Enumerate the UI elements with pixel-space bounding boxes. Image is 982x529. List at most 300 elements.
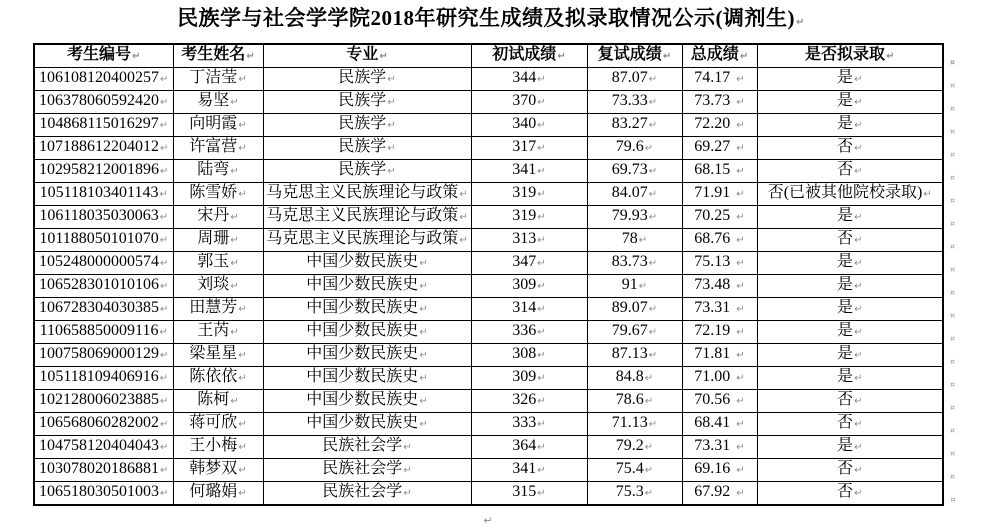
initial-score-value: 309 [512, 368, 537, 385]
retest-score-value: 91 [621, 276, 638, 293]
row-end-mark: ¤ [949, 57, 956, 67]
cell-initial-score [471, 367, 587, 390]
total-score-value: 73.48 [694, 276, 731, 293]
cell-major [263, 413, 471, 436]
admitted-value: 是 [837, 69, 854, 86]
cell-name [173, 183, 263, 206]
pilcrow-mark: ↵ [854, 442, 863, 453]
cell-major [263, 137, 471, 160]
pilcrow-mark: ↵ [483, 514, 493, 527]
cell-initial-score [471, 91, 587, 114]
pilcrow-mark: ↵ [736, 258, 745, 269]
cell-total-score [682, 344, 757, 367]
pilcrow-mark: ↵ [160, 166, 169, 177]
major-value: 中国少数民族史 [306, 414, 419, 431]
candidate-name-value: 王小梅 [189, 437, 238, 454]
cell-total-score [682, 229, 757, 252]
total-score-value: 71.91 [694, 184, 731, 201]
retest-score-value: 87.07 [611, 69, 648, 86]
cell-total-score [682, 275, 757, 298]
cell-name [173, 321, 263, 344]
cell-name [173, 436, 263, 459]
exam-id-value: 104758120404043 [39, 437, 160, 454]
initial-score-value: 364 [512, 437, 537, 454]
exam-id-value: 106118035030063 [39, 207, 159, 224]
cell-admitted [757, 252, 943, 275]
pilcrow-mark: ↵ [419, 419, 428, 430]
exam-id-value: 106728304030385 [39, 299, 160, 316]
paragraph-mark-below-table [33, 511, 942, 529]
pilcrow-mark: ↵ [537, 419, 546, 430]
row-end-mark: ¤ [949, 403, 956, 412]
pilcrow-mark: ↵ [160, 488, 169, 499]
cell-initial-score [471, 114, 587, 137]
row-end-mark: ¤ [950, 495, 956, 505]
retest-score-value: 79.2 [615, 437, 644, 454]
exam-id-value: 101188050101070 [39, 230, 159, 247]
header-retest-score [587, 44, 682, 68]
cell-admitted [757, 206, 943, 229]
header-admitted [757, 44, 943, 68]
pilcrow-mark: ↵ [644, 465, 654, 476]
pilcrow-mark: ↵ [160, 143, 169, 154]
pilcrow-mark: ↵ [736, 327, 745, 338]
pilcrow-mark: ↵ [648, 258, 658, 269]
admitted-value: 是 [837, 253, 854, 270]
row-end-mark: ¤ [949, 357, 956, 366]
cell-exam-id [34, 160, 173, 183]
table-row [34, 344, 959, 367]
pilcrow-mark: ↵ [736, 488, 745, 499]
cell-total-score [682, 321, 757, 344]
pilcrow-mark: ↵ [403, 465, 412, 476]
cell-initial-score [471, 459, 587, 482]
table-row [34, 183, 959, 206]
retest-score-value: 71.13 [611, 414, 648, 431]
cell-total-score [682, 68, 757, 91]
cell-major [263, 344, 471, 367]
pilcrow-mark: ↵ [238, 442, 247, 453]
cell-retest-score [587, 367, 682, 390]
pilcrow-mark: ↵ [648, 120, 658, 131]
pilcrow-mark: ↵ [648, 166, 658, 177]
table-row [34, 367, 959, 390]
pilcrow-mark: ↵ [387, 74, 396, 85]
total-score-value: 69.27 [694, 138, 731, 155]
initial-score-value: 317 [512, 138, 537, 155]
pilcrow-mark: ↵ [854, 327, 863, 338]
pilcrow-mark: ↵ [387, 120, 396, 131]
header-label: 考生编号 [67, 46, 132, 63]
table-row [34, 459, 959, 482]
cell-name [173, 482, 263, 506]
cell-retest-score [587, 137, 682, 160]
pilcrow-mark: ↵ [159, 212, 169, 223]
candidate-name-value: 蒋可欣 [189, 414, 238, 431]
pilcrow-mark: ↵ [638, 235, 648, 246]
cell-admitted [757, 114, 943, 137]
pilcrow-mark: ↵ [387, 166, 396, 177]
initial-score-value: 370 [512, 92, 537, 109]
pilcrow-mark: ↵ [854, 120, 863, 131]
cell-name [173, 344, 263, 367]
initial-score-value: 308 [512, 345, 537, 362]
retest-score-value: 69.73 [611, 161, 648, 178]
pilcrow-mark: ↵ [644, 373, 654, 384]
cell-admitted [757, 459, 943, 482]
candidate-name-value: 宋丹 [197, 207, 230, 224]
cell-major [263, 275, 471, 298]
cell-name [173, 298, 263, 321]
pilcrow-mark: ↵ [160, 465, 169, 476]
row-end-mark: ¤ [949, 173, 956, 182]
cell-retest-score [587, 344, 682, 367]
total-score-value: 74.17 [694, 69, 731, 86]
pilcrow-mark: ↵ [537, 97, 546, 108]
pilcrow-mark: ↵ [854, 258, 863, 269]
pilcrow-mark: ↵ [419, 258, 428, 269]
cell-exam-id [34, 482, 173, 506]
cell-retest-score [587, 482, 682, 506]
pilcrow-mark: ↵ [644, 488, 654, 499]
pilcrow-mark: ↵ [644, 442, 654, 453]
pilcrow-mark: ↵ [736, 120, 745, 131]
total-score-value: 70.56 [694, 391, 731, 408]
cell-exam-id [34, 114, 173, 137]
candidate-name-value: 许富营 [189, 138, 238, 155]
exam-id-value: 106518030501003 [39, 483, 160, 500]
cell-total-score [682, 459, 757, 482]
candidate-name-value: 周珊 [197, 230, 230, 247]
cell-total-score [682, 114, 757, 137]
pilcrow-mark: ↵ [419, 396, 428, 407]
table-row [34, 275, 959, 298]
total-score-value: 71.00 [694, 368, 731, 385]
cell-initial-score [471, 183, 587, 206]
table-row [34, 206, 959, 229]
cell-total-score [682, 137, 757, 160]
cell-admitted [757, 482, 943, 506]
major-value: 民族学 [338, 92, 387, 109]
admitted-value: 是 [837, 92, 854, 109]
pilcrow-mark: ↵ [238, 120, 247, 131]
initial-score-value: 336 [512, 322, 537, 339]
pilcrow-mark: ↵ [160, 350, 169, 361]
pilcrow-mark: ↵ [537, 350, 546, 361]
retest-score-value: 79.67 [611, 322, 648, 339]
pilcrow-mark: ↵ [387, 143, 396, 154]
candidate-name-value: 易坚 [197, 92, 230, 109]
row-end-mark: ¤ [949, 81, 956, 90]
total-score-value: 69.16 [694, 460, 731, 477]
initial-score-value: 344 [512, 69, 537, 86]
exam-id-value: 105118103401143 [39, 184, 159, 201]
exam-id-value: 102958212001896 [39, 161, 160, 178]
cell-retest-score [587, 183, 682, 206]
pilcrow-mark: ↵ [638, 281, 648, 292]
pilcrow-mark: ↵ [736, 97, 745, 108]
retest-score-value: 79.93 [611, 207, 648, 224]
pilcrow-mark: ↵ [459, 235, 468, 246]
pilcrow-mark: ↵ [246, 51, 255, 62]
table-row [34, 229, 959, 252]
pilcrow-mark: ↵ [796, 17, 805, 28]
pilcrow-mark: ↵ [230, 258, 239, 269]
pilcrow-mark: ↵ [537, 327, 546, 338]
major-value: 民族学 [338, 161, 387, 178]
cell-major [263, 298, 471, 321]
cell-initial-score [471, 252, 587, 275]
admitted-value: 是 [837, 115, 854, 132]
row-end-gutter [943, 44, 959, 68]
pilcrow-mark: ↵ [419, 304, 428, 315]
table-row [34, 390, 959, 413]
exam-id-value: 105248000000574 [39, 253, 160, 270]
table-row [34, 436, 959, 459]
total-score-value: 73.31 [694, 437, 731, 454]
table-body [34, 68, 959, 506]
cell-total-score [682, 390, 757, 413]
cell-name [173, 206, 263, 229]
pilcrow-mark: ↵ [160, 97, 169, 108]
total-score-value: 72.19 [694, 322, 731, 339]
cell-major [263, 114, 471, 137]
cell-major [263, 229, 471, 252]
candidate-name-value: 陆弯 [197, 161, 230, 178]
admitted-value: 否 [837, 161, 854, 178]
major-value: 中国少数民族史 [306, 299, 419, 316]
cell-initial-score [471, 413, 587, 436]
cell-total-score [682, 160, 757, 183]
admitted-value: 是 [837, 276, 854, 293]
initial-score-value: 309 [512, 276, 537, 293]
pilcrow-mark: ↵ [459, 189, 468, 200]
pilcrow-mark: ↵ [854, 304, 863, 315]
cell-retest-score [587, 298, 682, 321]
cell-exam-id [34, 321, 173, 344]
table-row [34, 482, 959, 506]
pilcrow-mark: ↵ [537, 166, 546, 177]
pilcrow-mark: ↵ [230, 281, 239, 292]
cell-name [173, 229, 263, 252]
cell-major [263, 390, 471, 413]
header-label: 初试成绩 [492, 46, 557, 63]
candidate-name-value: 陈雪娇 [189, 184, 238, 201]
cell-retest-score [587, 114, 682, 137]
cell-major [263, 436, 471, 459]
retest-score-value: 87.13 [611, 345, 648, 362]
pilcrow-mark: ↵ [238, 189, 247, 200]
pilcrow-mark: ↵ [230, 212, 239, 223]
cell-exam-id [34, 436, 173, 459]
row-end-mark: ¤ [949, 219, 956, 228]
pilcrow-mark: ↵ [238, 488, 247, 499]
pilcrow-mark: ↵ [160, 396, 169, 407]
pilcrow-mark: ↵ [854, 465, 863, 476]
admitted-value: 否 [837, 414, 854, 431]
total-score-value: 68.15 [694, 161, 731, 178]
pilcrow-mark: ↵ [419, 327, 428, 338]
pilcrow-mark: ↵ [736, 189, 745, 200]
pilcrow-mark: ↵ [736, 396, 745, 407]
cell-total-score [682, 413, 757, 436]
pilcrow-mark: ↵ [160, 258, 169, 269]
row-end-mark: ¤ [949, 311, 956, 320]
cell-admitted [757, 436, 943, 459]
initial-score-value: 326 [512, 391, 537, 408]
admitted-value: 否 [837, 391, 854, 408]
pilcrow-mark: ↵ [537, 488, 546, 499]
cell-exam-id [34, 137, 173, 160]
cell-admitted [757, 275, 943, 298]
pilcrow-mark: ↵ [238, 373, 247, 384]
row-end-mark: ¤ [949, 242, 956, 251]
pilcrow-mark: ↵ [557, 51, 566, 62]
exam-id-value: 105118109406916 [39, 368, 159, 385]
row-end-mark: ¤ [949, 380, 956, 389]
page-title [0, 0, 982, 35]
cell-exam-id [34, 413, 173, 436]
initial-score-value: 347 [512, 253, 537, 270]
candidate-name-value: 陈柯 [197, 391, 230, 408]
cell-retest-score [587, 390, 682, 413]
pilcrow-mark: ↵ [648, 74, 658, 85]
pilcrow-mark: ↵ [537, 304, 546, 315]
pilcrow-mark: ↵ [160, 74, 169, 85]
pilcrow-mark: ↵ [238, 419, 247, 430]
initial-score-value: 319 [512, 184, 537, 201]
pilcrow-mark: ↵ [644, 143, 654, 154]
pilcrow-mark: ↵ [648, 327, 658, 338]
table-row [34, 413, 959, 436]
total-score-value: 68.41 [694, 414, 731, 431]
pilcrow-mark: ↵ [648, 189, 658, 200]
admitted-value: 否(已被其他院校录取) [767, 184, 923, 201]
pilcrow-mark: ↵ [419, 350, 428, 361]
pilcrow-mark: ↵ [923, 189, 932, 200]
row-end-mark: ¤ [949, 104, 956, 113]
cell-initial-score [471, 206, 587, 229]
admitted-value: 否 [837, 460, 854, 477]
row-end-mark: ¤ [949, 127, 956, 136]
pilcrow-mark: ↵ [736, 442, 745, 453]
initial-score-value: 314 [512, 299, 537, 316]
total-score-value: 68.76 [694, 230, 731, 247]
major-value: 马克思主义民族理论与政策 [266, 207, 459, 224]
pilcrow-mark: ↵ [230, 235, 239, 246]
cell-name [173, 160, 263, 183]
pilcrow-mark: ↵ [736, 212, 745, 223]
cell-name [173, 459, 263, 482]
row-end-mark: ¤ [949, 472, 956, 481]
retest-score-value: 84.07 [611, 184, 648, 201]
cell-major [263, 459, 471, 482]
pilcrow-mark: ↵ [403, 488, 412, 499]
pilcrow-mark: ↵ [736, 74, 745, 85]
admitted-value: 是 [837, 368, 854, 385]
cell-exam-id [34, 206, 173, 229]
pilcrow-mark: ↵ [403, 442, 412, 453]
candidate-name-value: 刘琰 [197, 276, 230, 293]
total-score-value: 72.20 [694, 115, 731, 132]
pilcrow-mark: ↵ [854, 97, 863, 108]
total-score-value: 67.92 [694, 483, 731, 500]
pilcrow-mark: ↵ [537, 396, 546, 407]
cell-retest-score [587, 160, 682, 183]
pilcrow-mark: ↵ [419, 281, 428, 292]
cell-admitted [757, 321, 943, 344]
pilcrow-mark: ↵ [160, 442, 169, 453]
cell-major [263, 482, 471, 506]
cell-exam-id [34, 68, 173, 91]
pilcrow-mark: ↵ [736, 166, 745, 177]
cell-admitted [757, 367, 943, 390]
cell-initial-score [471, 137, 587, 160]
cell-admitted [757, 91, 943, 114]
admitted-value: 否 [837, 483, 854, 500]
pilcrow-mark: ↵ [648, 212, 658, 223]
pilcrow-mark: ↵ [854, 212, 863, 223]
cell-admitted [757, 344, 943, 367]
cell-admitted [757, 137, 943, 160]
cell-admitted [757, 183, 943, 206]
pilcrow-mark: ↵ [648, 350, 658, 361]
pilcrow-mark: ↵ [132, 51, 141, 62]
retest-score-value: 79.6 [615, 138, 644, 155]
cell-name [173, 114, 263, 137]
table-row [34, 252, 959, 275]
retest-score-value: 84.8 [615, 368, 644, 385]
table-row [34, 91, 959, 114]
cell-exam-id [34, 298, 173, 321]
initial-score-value: 340 [512, 115, 537, 132]
admitted-value: 是 [837, 437, 854, 454]
pilcrow-mark: ↵ [238, 465, 247, 476]
header-label: 专业 [346, 46, 379, 63]
initial-score-value: 333 [512, 414, 537, 431]
table-row [34, 298, 959, 321]
cell-name [173, 68, 263, 91]
cell-major [263, 160, 471, 183]
major-value: 中国少数民族史 [306, 391, 419, 408]
initial-score-value: 313 [512, 230, 537, 247]
cell-major [263, 68, 471, 91]
cell-initial-score [471, 275, 587, 298]
candidate-name-value: 向明霞 [189, 115, 238, 132]
pilcrow-mark: ↵ [537, 235, 546, 246]
row-end-mark: ¤ [949, 196, 956, 205]
pilcrow-mark: ↵ [537, 258, 546, 269]
candidate-name-value: 田慧芳 [189, 299, 238, 316]
cell-exam-id [34, 252, 173, 275]
cell-name [173, 390, 263, 413]
cell-initial-score [471, 229, 587, 252]
cell-total-score [682, 298, 757, 321]
score-table [33, 43, 960, 506]
exam-id-value: 100758069000129 [39, 345, 160, 362]
retest-score-value: 89.07 [611, 299, 648, 316]
cell-initial-score [471, 390, 587, 413]
initial-score-value: 319 [512, 207, 537, 224]
admitted-value: 是 [837, 299, 854, 316]
candidate-name-value: 王芮 [197, 322, 230, 339]
table-row [34, 321, 959, 344]
header-label: 复试成绩 [597, 46, 662, 63]
pilcrow-mark: ↵ [537, 281, 546, 292]
major-value: 民族社会学 [322, 437, 403, 454]
cell-major [263, 367, 471, 390]
cell-admitted [757, 413, 943, 436]
